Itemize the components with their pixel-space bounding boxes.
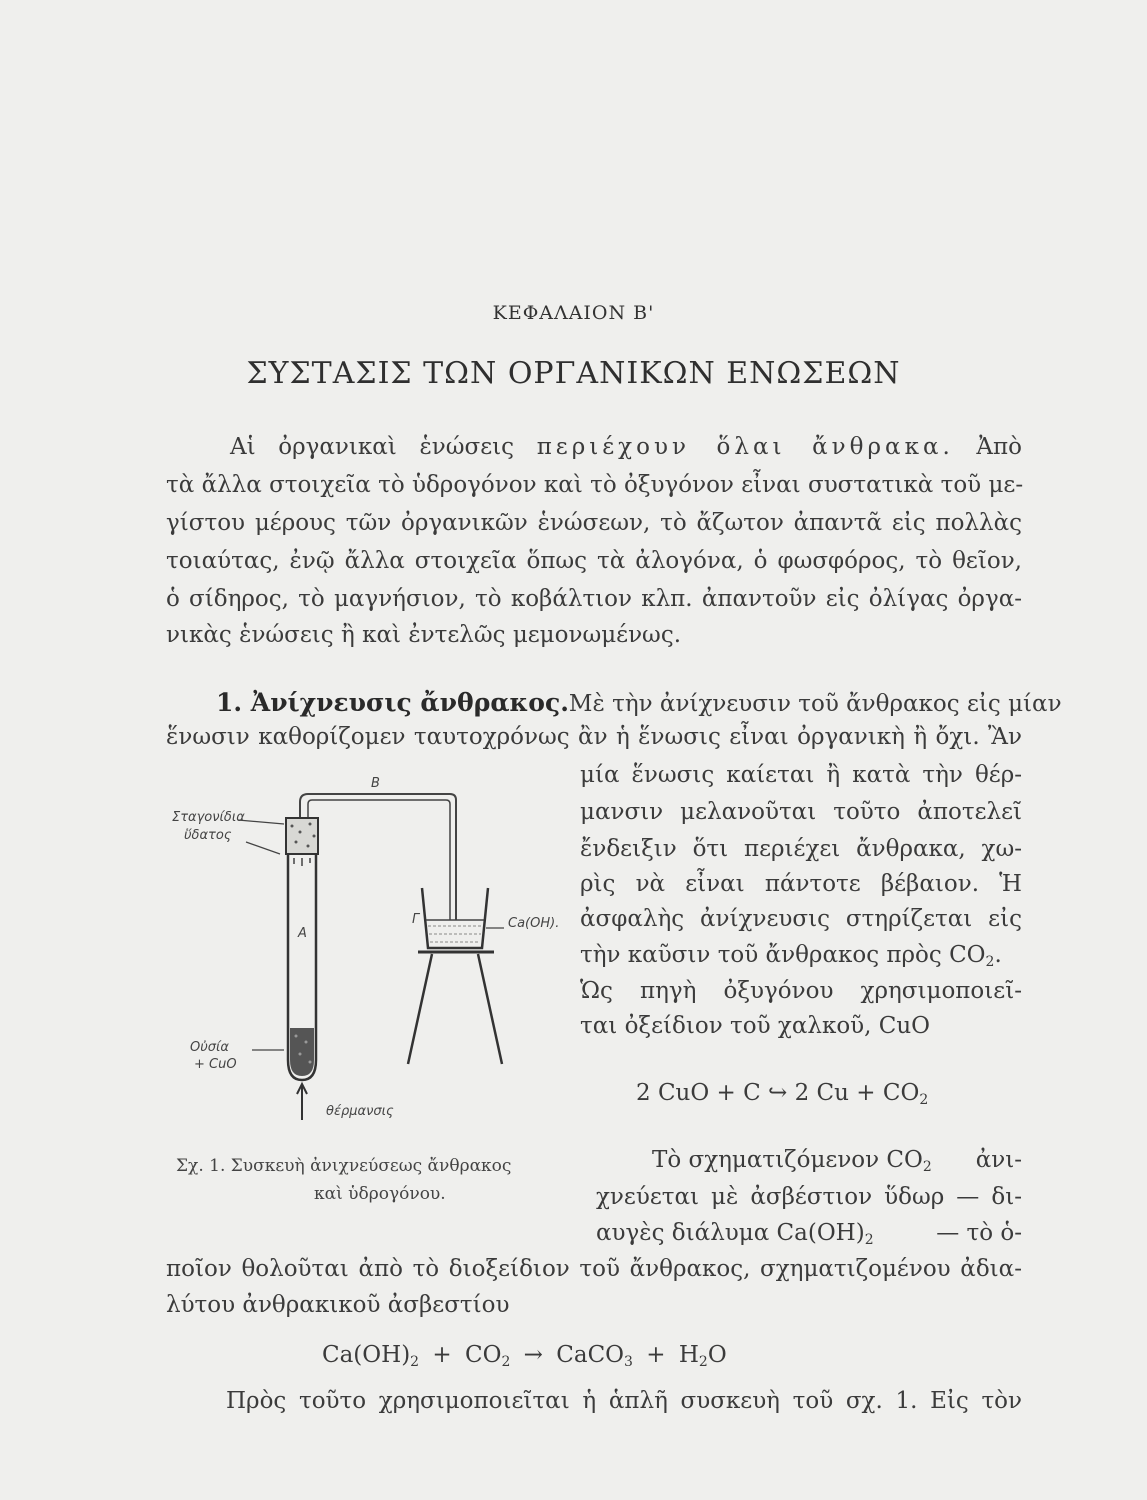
para-line-1-text: Τὸ σχηματιζόμενον CO — [652, 1147, 923, 1173]
right-col-line-1: μία ἕνωσις καίεται ἢ κατὰ τὴν θέρ- — [580, 762, 1022, 788]
section-line-1 — [216, 688, 1062, 717]
intro-line-6: νικὰς ἑνώσεις ἢ καὶ ἐντελῶς μεμονωμένως. — [166, 622, 682, 648]
subscript: 2 — [919, 1092, 929, 1108]
label-g: Γ — [412, 912, 420, 927]
para-line-3-text: αυγὲς διάλυμα Ca(OH) — [596, 1220, 865, 1246]
chapter-label: ΚΕΦΑΛΑΙΟΝ Β' — [492, 302, 655, 324]
full-line-2: λύτου ἀνθρακικοῦ ἀσβεστίου — [166, 1292, 510, 1318]
intro-text: Αἱ ὀργανικαὶ ἑνώσεις — [230, 434, 537, 460]
label-caoh: Ca(OH). — [508, 916, 560, 931]
delivery-tube — [300, 794, 456, 920]
figure-caption-1: Σχ. 1. Συσκευὴ ἀνιχνεύσεως ἄνθρακος — [176, 1156, 512, 1176]
equation-2: $Ca(OH)_2 + CO_2$ → CaCO$_3$ + $H_2O$ — [322, 1342, 727, 1370]
intro-emphasis: περιέχουν ὅλαι ἄνθρακα. — [536, 434, 954, 460]
intro-line-3: γίστου μέρους τῶν ὀργανικῶν ἑνώσεων, τὸ ἄζωτον ἀπαντᾶ εἰς πολλὰς — [166, 510, 1022, 536]
label-drops-2: ὕδατος — [184, 828, 232, 843]
section-line-1-text: Μὲ τὴν ἀνίχνευσιν τοῦ ἄνθρακος εἰς μίαν — [568, 691, 1062, 717]
page-title: ΣΥΣΤΑΣΙΣ ΤΩΝ ΟΡΓΑΝΙΚΩΝ ΕΝΩΣΕΩΝ — [246, 356, 901, 391]
right-col-line-3: ἔνδειξιν ὅτι περιέχει ἄνθρακα, χω- — [580, 836, 1022, 862]
full-line-1: ποῖον θολοῦται ἀπὸ τὸ διοξείδιον τοῦ ἄνθρακος, σχηματιζομένου ἀδια- — [166, 1256, 1022, 1282]
right-col-line-5: ἀσφαλὴς ἀνίχνευσις στηρίζεται εἰς — [580, 906, 1022, 932]
subscript: 2 — [922, 1159, 932, 1175]
right-col-line-6: τὴν καῦσιν τοῦ ἄνθρακος πρὸς $CO_2$. — [580, 942, 1002, 970]
section-heading: 1. Ἀνίχνευσις ἄνθρακος. — [216, 688, 569, 717]
right-col-line-2: μανσιν μελανοῦται τοῦτο ἀποτελεῖ — [580, 799, 1022, 825]
label-a: A — [298, 926, 307, 941]
label-b: B — [371, 776, 380, 791]
substance — [290, 1028, 314, 1076]
para-line-3 — [596, 1222, 1022, 1247]
intro-line-4: τοιαύτας, ἐνῷ ἄλλα στοιχεῖα ὅπως τὰ ἀλογόνα, ὁ φωσφόρος, τὸ θεῖον, — [166, 548, 1022, 574]
right-col-line-4: ρὶς νὰ εἶναι πάντοτε βέβαιον. Ἡ — [580, 871, 1022, 897]
equation-1 — [636, 1080, 928, 1108]
label-heat: θέρμανσις — [326, 1104, 394, 1119]
section-line-2: ἕνωσιν καθορίζομεν ταυτοχρόνως ἂν ἡ ἕνωσις εἶναι ὀργανικὴ ἢ ὄχι. Ἂν — [166, 724, 1022, 750]
right-col-line-7: Ὡς πηγὴ ὀξυγόνου χρησιμοποιεῖ- — [580, 978, 1022, 1004]
intro-line-2: τὰ ἄλλα στοιχεῖα τὸ ὑδρογόνον καὶ τὸ ὀξυγόνον εἶναι συστατικὰ τοῦ με- — [166, 472, 1024, 498]
intro-line-5: ὁ σίδηρος, τὸ μαγνήσιον, τὸ κοβάλτιον κλπ. ἀπαντοῦν εἰς ὀλίγας ὀργα- — [166, 586, 1022, 612]
right-col-line-6-text: τὴν καῦσιν τοῦ ἄνθρακος πρὸς CO — [580, 942, 986, 968]
subscript: 2 — [985, 954, 995, 970]
figure-caption-2: καὶ ὑδρογόνου. — [314, 1184, 446, 1204]
para-line-1-end: ἀνι- — [975, 1147, 1022, 1173]
label-substance-2: + CuO — [194, 1057, 237, 1072]
label-drops-1: Σταγονίδια — [172, 810, 245, 825]
last-line: Πρὸς τοῦτο χρησιμοποιεῖται ἡ ἁπλῆ συσκευὴ τοῦ σχ. 1. Εἰς τὸν — [226, 1388, 1022, 1414]
subscript: 2 — [864, 1232, 874, 1248]
para-line-2: χνεύεται μὲ ἀσβέστιον ὕδωρ — δι- — [596, 1184, 1022, 1210]
equation-1-text: 2 CuO + C ↪ 2 Cu + CO — [636, 1080, 920, 1106]
intro-text-end: Ἀπὸ — [953, 434, 1022, 460]
para-line-1 — [652, 1149, 1022, 1174]
para-line-3-end: — τὸ ὁ- — [936, 1220, 1022, 1246]
right-col-line-8: ται ὀξείδιον τοῦ χαλκοῦ, CuO — [580, 1013, 931, 1039]
intro-line-1 — [230, 436, 1022, 459]
label-substance-1: Οὐσία — [190, 1040, 229, 1055]
